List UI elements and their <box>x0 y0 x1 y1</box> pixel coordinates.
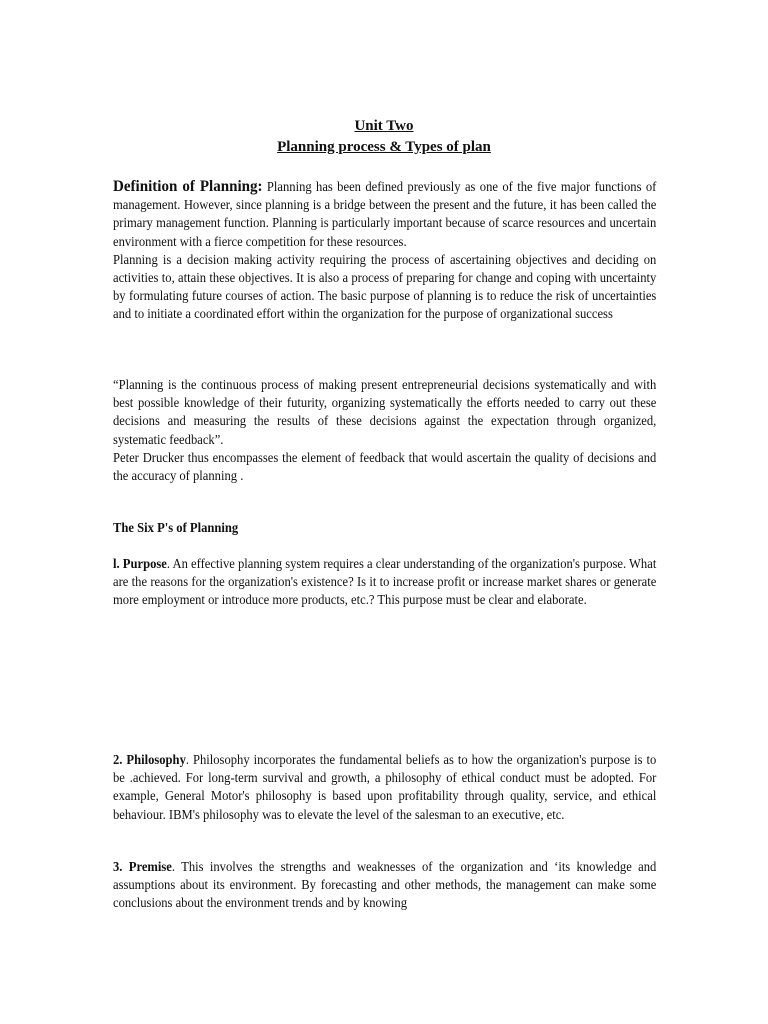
definition-heading: Definition of Planning: <box>113 178 263 195</box>
item-text: . An effective planning system requires a clear understanding of the organization's purpose. What are the reasons for the organization's existence? Is it to increase profit or increase market shares or generate more employment or introduce more products, etc.? This purpose must be clear and elaborate. <box>113 556 657 608</box>
definition-paragraph-2: Planning is a decision making activity requiring the process of ascertaining objectives and deciding on activities to, attain these objectives. It is also a process of preparing for change and coping with uncertainty by formulating future courses of action. The basic purpose of planning is to reduce the risk of uncertainties and to initiate a coordinated effort within the organization for the purpose of organizational success <box>113 251 657 322</box>
item-purpose <box>113 555 656 610</box>
definition-text: Planning has been defined previously as one of the five major functions of management. However, since planning is a bridge between the present and the future, it has been called the primary management function. Planning is particularly important because of scarce resources and uncertain environment with a fierce competition for these resources. <box>113 179 657 249</box>
item-label: 3. Premise <box>113 859 172 874</box>
title-block <box>0 116 768 158</box>
definition-paragraph-1 <box>113 178 656 251</box>
drucker-comment: Peter Drucker thus encompasses the element of feedback that would ascertain the quality of decisions and the accuracy of planning . <box>113 449 657 484</box>
item-philosophy <box>113 751 656 824</box>
drucker-quote: “Planning is the continuous process of making present entrepreneurial decisions systematically and with best possible knowledge of their futurity, organizing systematically the efforts needed to carry out these decisions and measuring the results of these decisions against the expectation through organized, systematic feedback”. <box>113 377 657 447</box>
unit-title: Unit Two <box>354 118 414 134</box>
chapter-title: Planning process & Types of plan <box>277 139 491 155</box>
item-text: . Philosophy incorporates the fundamental beliefs as to how the organization's purpose is to be .achieved. For long-term survival and growth, a philosophy of ethical conduct must be adopted. For example, General Motor's philosophy is based upon profitability through quality, service, and ethical behaviour. IBM's philosophy was to elevate the level of the salesman to an executive, etc. <box>113 752 657 822</box>
item-premise <box>113 858 656 913</box>
item-text: . This involves the strengths and weaknesses of the organization and ‘its knowledge and assumptions about its environment. By forecasting and other methods, the management can make some conclusions about the environment trends and by knowing <box>113 859 657 911</box>
six-ps-heading-wrap <box>113 519 656 537</box>
item-label: l. Purpose <box>113 556 167 571</box>
item-label: 2. Philosophy <box>113 752 186 767</box>
definition-section <box>113 178 656 324</box>
six-ps-heading: The Six P's of Planning <box>113 520 239 535</box>
quote-section <box>113 376 656 485</box>
